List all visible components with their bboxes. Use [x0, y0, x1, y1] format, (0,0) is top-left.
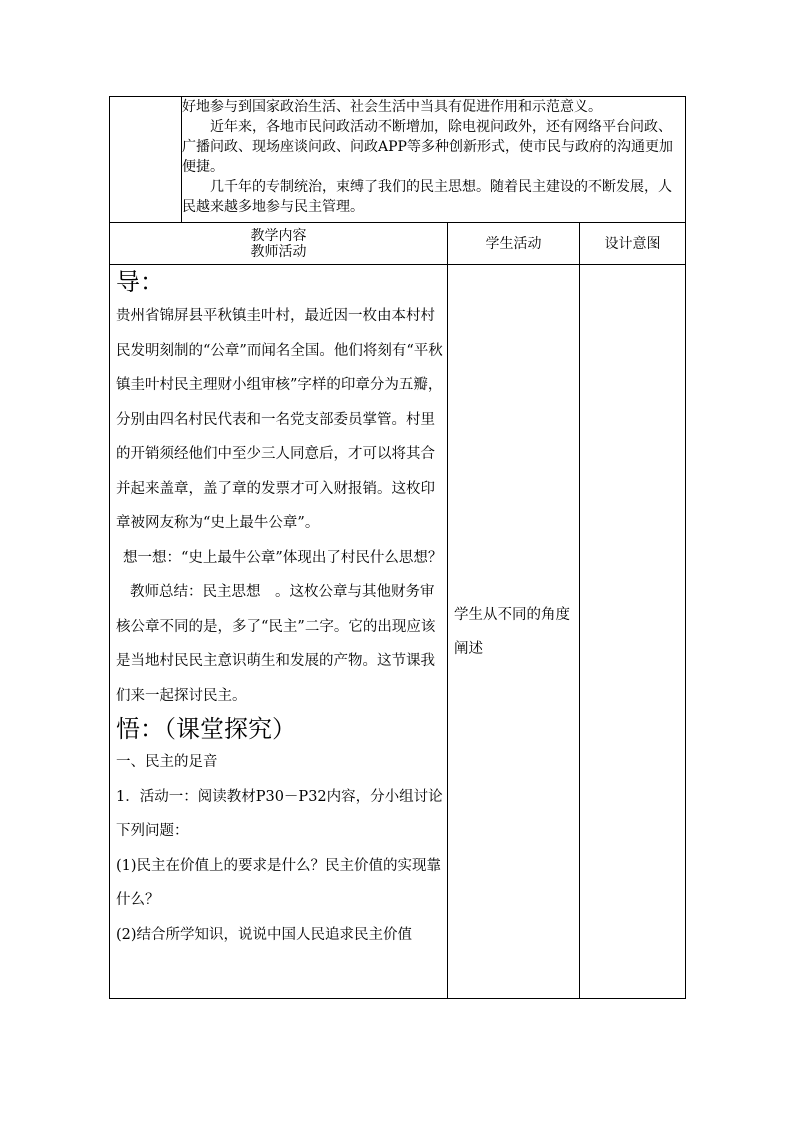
header-teaching-content [110, 223, 448, 265]
question-2: (2)结合所学知识，说说中国人民追求民主价值 [116, 926, 413, 943]
think-question: 想一想：“史上最牛公章”体现出了村民什么思想？ [123, 549, 443, 566]
intro-line-1: 好地参与到国家政治生活、社会生活中当具有促进作用和示范意义。 [182, 99, 602, 115]
section-heading-1: 一、民主的足音 [116, 754, 218, 770]
design-intent-cell [580, 265, 686, 999]
story-paragraph: 贵州省锦屏县平秋镇圭叶村，最近因一枚由本村村民发明刻制的“公章”而闻名全国。他们将刻有“平秋镇圭叶村民主理财小组审核”字样的印章分为五瓣，分别由四名村民代表和一名党支部委员掌管。村里的开销须经他们中至少三人同意后，才可以将其合并起来盖章，盖了章的发票才可入财报销。这枚印章被网友称为“史上最牛公章”。 [116, 308, 443, 531]
dao-heading: 导： [116, 268, 164, 296]
wu-heading: 悟：（课堂探究） [116, 715, 296, 743]
intro-label-cell [110, 97, 182, 223]
header-student-activity: 学生活动 [448, 223, 580, 265]
student-activity-cell [448, 265, 580, 999]
intro-paragraph-2: 近年来，各地市民问政活动不断增加，除电视问政外，还有网络平台问政、广播问政、现场座谈问政、问政APP等多种创新形式，使市民与政府的沟通更加便捷。 [182, 119, 673, 175]
header-content-label: 教学内容 [250, 227, 307, 244]
question-1: (1)民主在价值上的要求是什么？民主价值的实现靠什么？ [116, 857, 442, 908]
main-row [110, 265, 686, 999]
header-teacher-label: 教师活动 [250, 243, 307, 260]
header-design-intent: 设计意图 [580, 223, 686, 265]
header-row [110, 223, 686, 265]
student-activity-text: 学生从不同的角度阐述 [454, 606, 570, 657]
lesson-plan-table [109, 96, 686, 999]
intro-paragraph-3: 几千年的专制统治，束缚了我们的民主思想。随着民主建设的不断发展，人民越来越多地参与民主管理。 [182, 179, 672, 215]
teacher-activity-cell [110, 265, 448, 999]
intro-row [110, 97, 686, 223]
teacher-summary: 教师总结：民主思想 。这枚公章与其他财务审核公章不同的是，多了“民主”二字。它的出现应该是当地村民民主意识萌生和发展的产物。这节课我们来一起探讨民主。 [116, 584, 436, 704]
intro-text-cell [182, 97, 686, 223]
activity-1: 1．活动一：阅读教材P30－P32内容，分小组讨论下列问题： [116, 788, 443, 839]
